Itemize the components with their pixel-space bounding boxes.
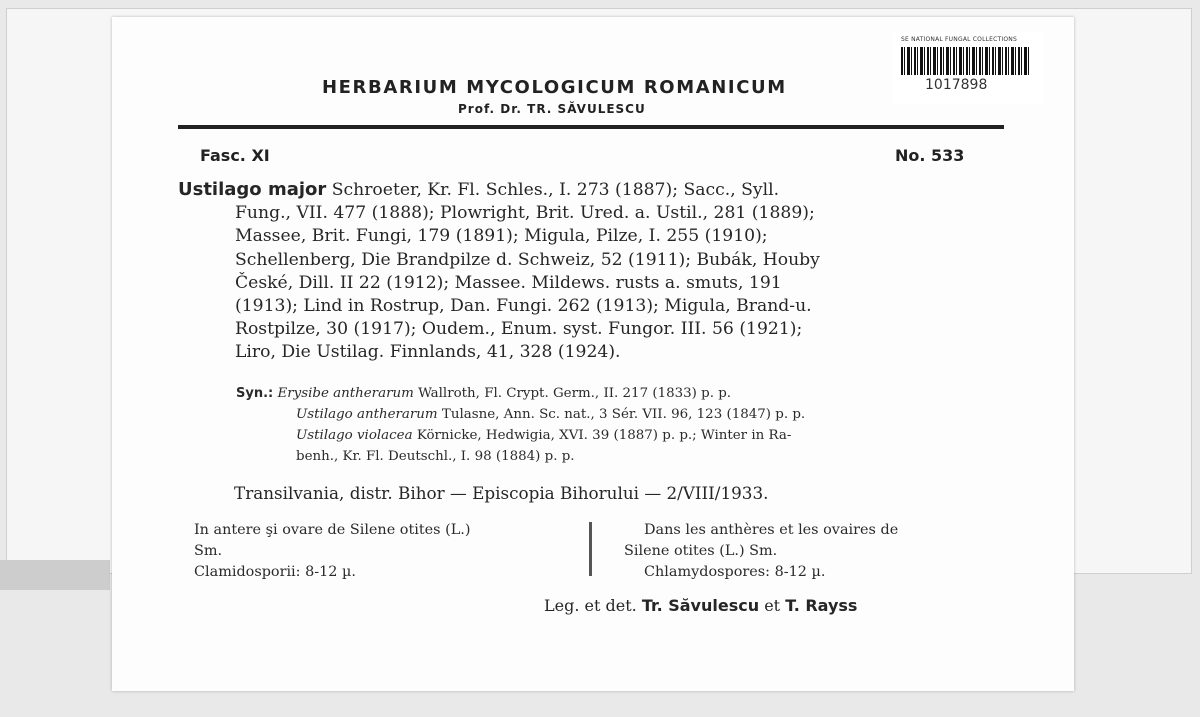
synonym-row bbox=[236, 404, 1016, 425]
host-french bbox=[624, 520, 1024, 583]
synonym-row bbox=[236, 383, 1016, 404]
synonym-continuation: benh., Kr. Fl. Deutschl., I. 98 (1884) p. p. bbox=[296, 449, 575, 464]
synonym-name: Ustilago antherarum bbox=[296, 407, 438, 422]
citation-line: Liro, Die Ustilag. Finnlands, 41, 328 (1924). bbox=[235, 342, 621, 363]
synonym-name: Ustilago violacea bbox=[296, 428, 413, 443]
synonym-row bbox=[236, 425, 1016, 446]
citation-line: České, Dill. II 22 (1912); Massee. Mildews. rusts a. smuts, 191 bbox=[235, 272, 782, 293]
herbarium-subtitle: Prof. Dr. TR. SĂVULESCU bbox=[458, 102, 646, 116]
host-ro-line: In antere şi ovare de Silene otites (L.) bbox=[194, 522, 471, 538]
host-fr-spores: Chlamydospores: 8-12 µ. bbox=[644, 564, 826, 580]
specimen-number: No. 533 bbox=[895, 146, 965, 165]
host-ro-spores: Clamidosporii: 8-12 µ. bbox=[194, 564, 356, 580]
synonyms-block bbox=[236, 383, 1016, 467]
header-rule bbox=[178, 125, 1004, 129]
citation-line: Massee, Brit. Fungi, 179 (1891); Migula, Pilze, I. 255 (1910); bbox=[235, 226, 768, 247]
citation-block bbox=[178, 178, 1008, 365]
sheet-edge bbox=[0, 560, 110, 590]
host-ro-line: Sm. bbox=[194, 543, 223, 559]
host-fr-line: Dans les anthères et les ovaires de bbox=[644, 522, 899, 538]
barcode-number: 1017898 bbox=[925, 77, 988, 93]
citation-line: Fung., VII. 477 (1888); Plowright, Brit. Ured. a. Ustil., 281 (1889); bbox=[235, 203, 815, 224]
species-name: Ustilago major bbox=[178, 179, 327, 200]
barcode-icon bbox=[901, 47, 1029, 75]
synonym-ref: Tulasne, Ann. Sc. nat., 3 Sér. VII. 96, 123 (1847) p. p. bbox=[441, 407, 806, 422]
host-romanian bbox=[194, 520, 574, 583]
synonyms-label: Syn.: bbox=[236, 386, 274, 401]
synonym-name: Erysibe antherarum bbox=[277, 386, 414, 401]
collector-name: Tr. Săvulescu bbox=[641, 596, 760, 615]
barcode-sticker bbox=[893, 32, 1043, 104]
citation-line: Schellenberg, Die Brandpilze d. Schweiz, 52 (1911); Bubák, Houby bbox=[235, 249, 820, 270]
citation-line: (1913); Lind in Rostrup, Dan. Fungi. 262 (1913); Migula, Brand-u. bbox=[235, 296, 812, 317]
collector-name: T. Rayss bbox=[785, 596, 858, 615]
locality-line: Transilvania, distr. Bihor — Episcopia Bihorului — 2/VIII/1933. bbox=[234, 483, 769, 503]
synonym-ref: Wallroth, Fl. Crypt. Germ., II. 217 (1833) p. p. bbox=[418, 386, 732, 401]
citation-line: Ustilago major Schroeter, Kr. Fl. Schles., I. 273 (1887); Sacc., Syll. bbox=[178, 179, 780, 200]
column-divider bbox=[589, 522, 592, 576]
synonym-ref: Körnicke, Hedwigia, XVI. 39 (1887) p. p.; Winter in Ra- bbox=[416, 428, 792, 443]
host-fr-line: Silene otites (L.) Sm. bbox=[624, 543, 778, 559]
barcode-institution: SE NATIONAL FUNGAL COLLECTIONS bbox=[901, 36, 1018, 43]
collector-line: Leg. et det. Tr. Săvulescu et T. Rayss bbox=[544, 596, 858, 615]
citation-line: Rostpilze, 30 (1917); Oudem., Enum. syst. Fungor. III. 56 (1921); bbox=[235, 319, 803, 340]
fascicle: Fasc. XI bbox=[200, 146, 270, 165]
herbarium-title: HERBARIUM MYCOLOGICUM ROMANICUM bbox=[322, 77, 787, 98]
